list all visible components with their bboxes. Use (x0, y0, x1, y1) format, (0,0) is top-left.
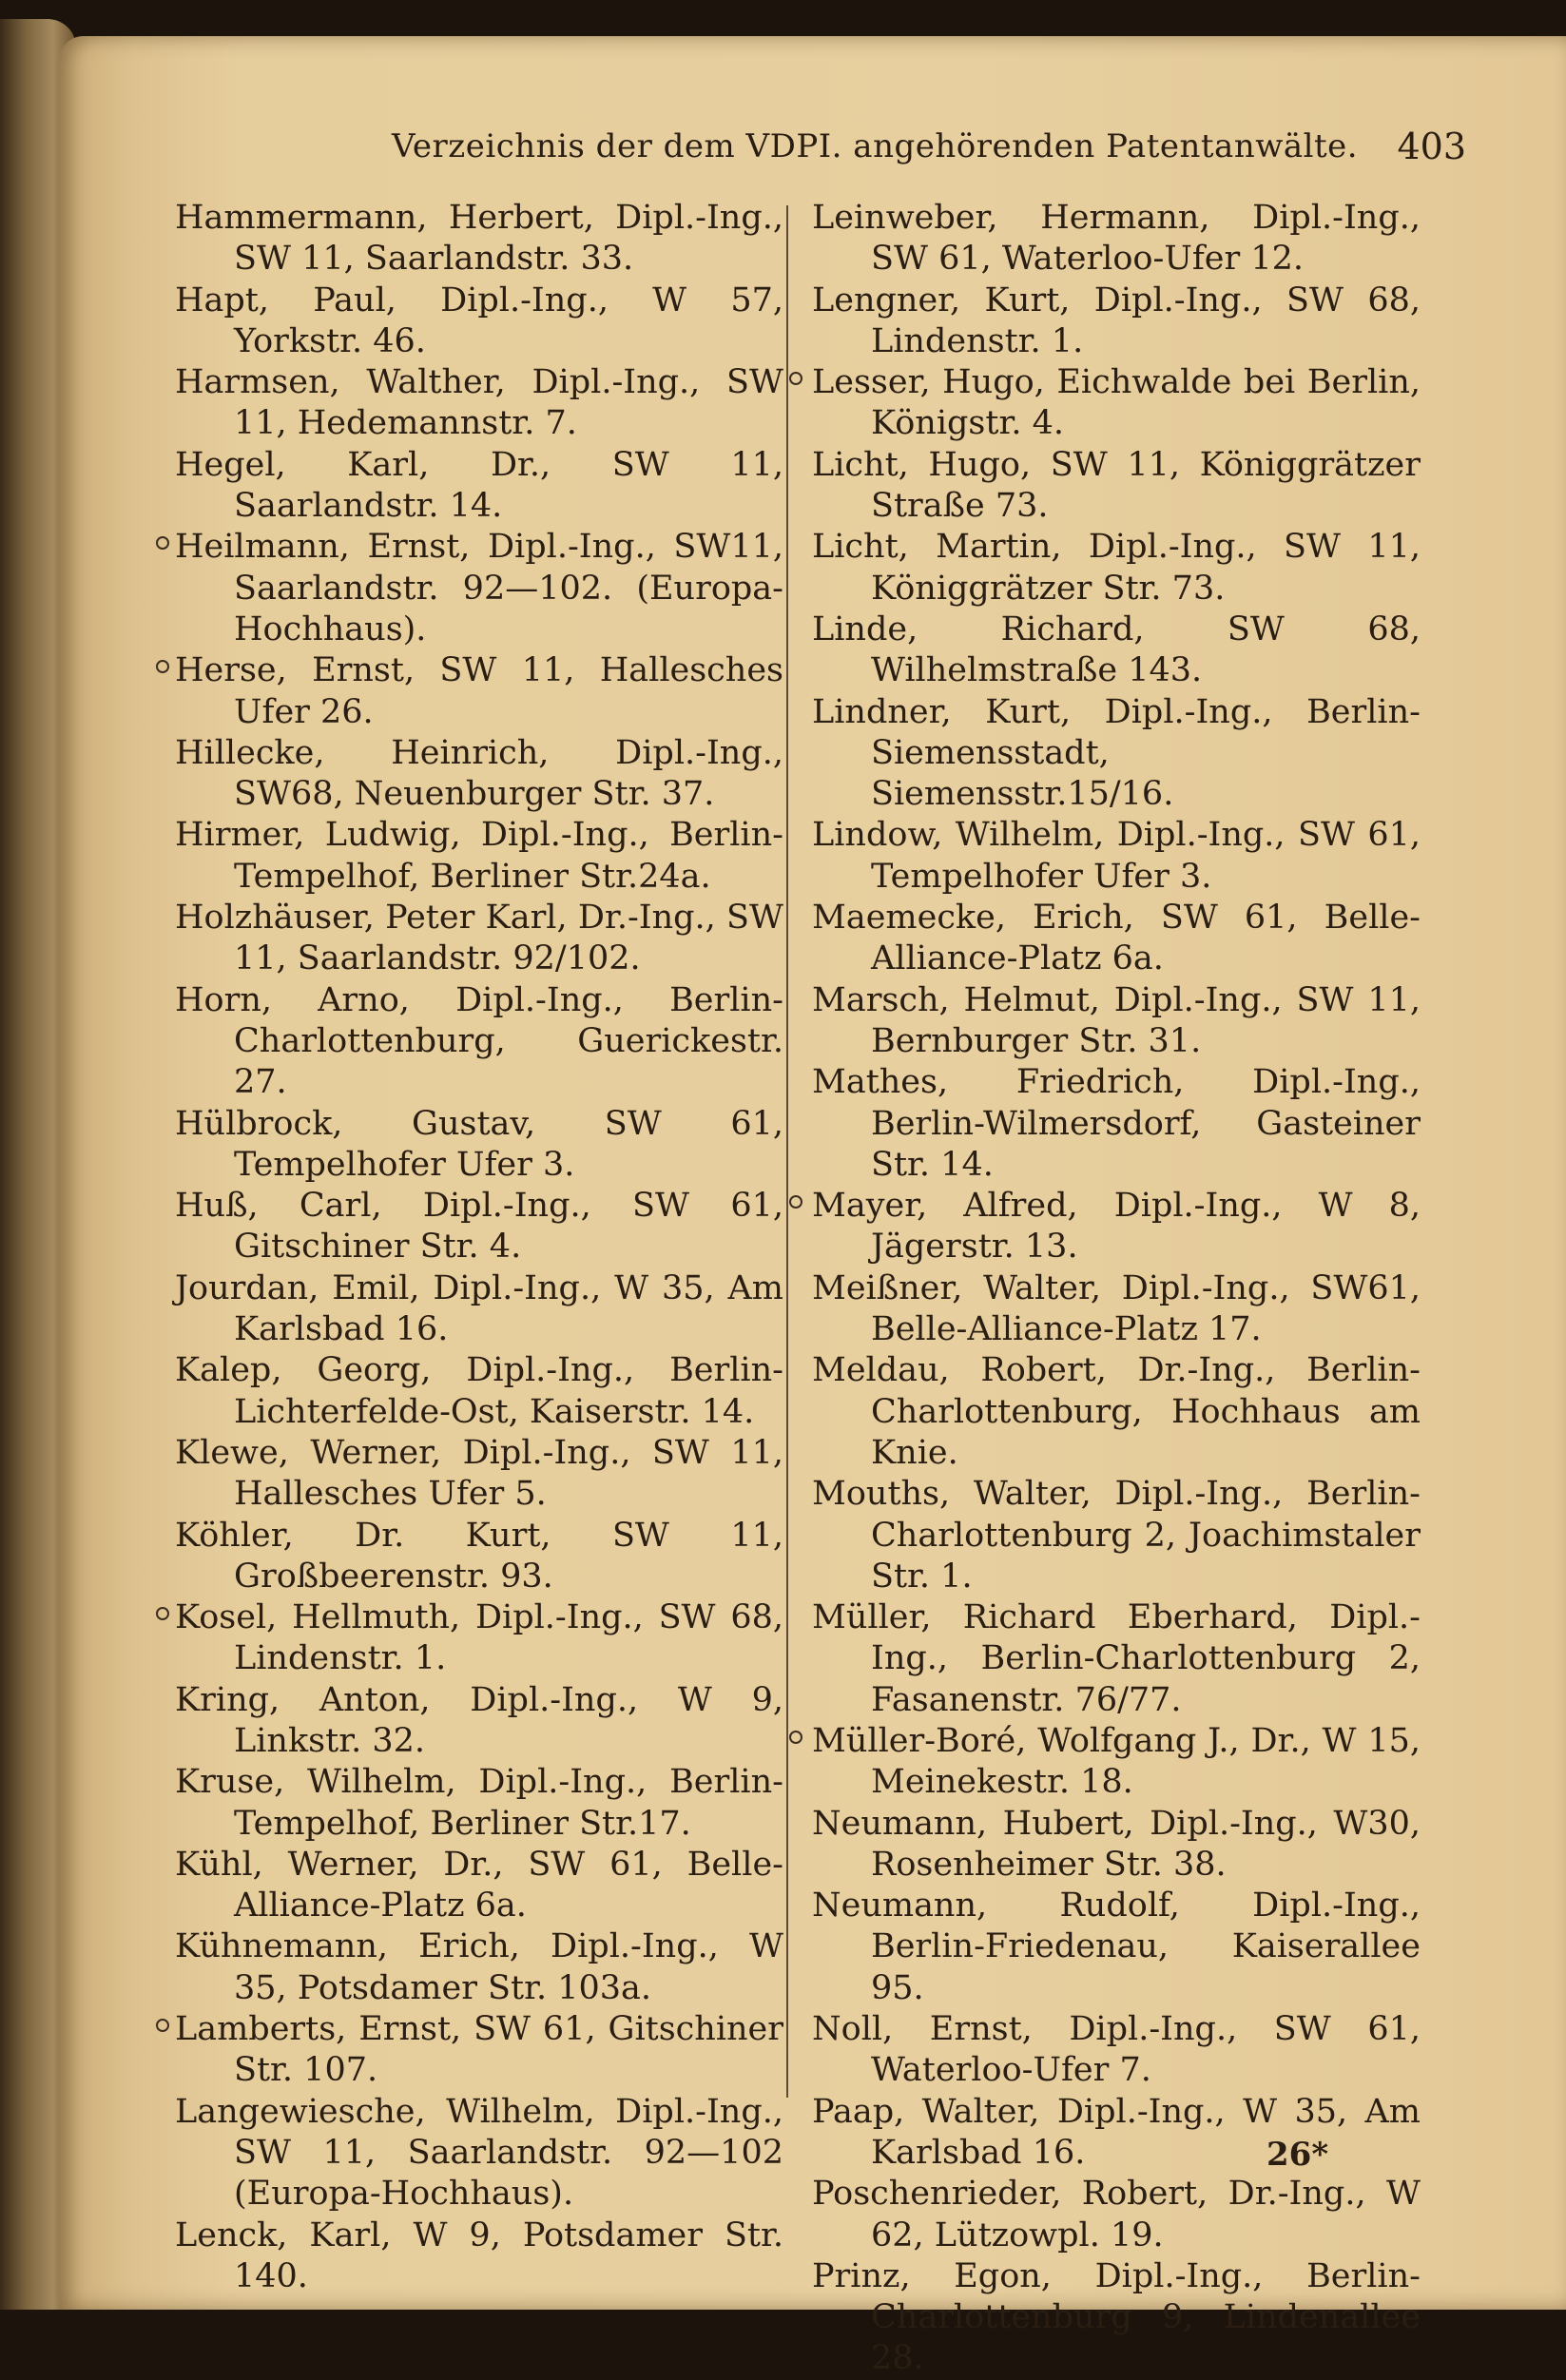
entry-text: Lengner, Kurt, Dipl.-Ing., SW 68, Lindenstr. 1. (812, 281, 1421, 360)
directory-entry (812, 2092, 1421, 2175)
entry-text: Lindow, Wilhelm, Dipl.-Ing., SW 61, Tempelhofer Ufer 3. (812, 816, 1421, 896)
directory-entry (175, 1597, 783, 1680)
directory-entry (175, 1680, 783, 1763)
entry-text: Marsch, Helmut, Dipl.-Ing., SW 11, Bernburger Str. 31. (812, 980, 1421, 1060)
entry-text: Lindner, Kurt, Dipl.-Ing., Berlin-Siemensstadt, Siemensstr.15/16. (812, 692, 1421, 814)
entry-text: Kring, Anton, Dipl.-Ing., W 9, Linkstr. 32. (175, 1680, 783, 1760)
directory-entry (812, 281, 1421, 363)
circle-marker-icon (156, 1607, 169, 1620)
entry-text: Maemecke, Erich, SW 61, Belle-Alliance-Platz 6a. (812, 899, 1421, 978)
directory-entry (175, 1350, 783, 1433)
directory-entry (812, 1186, 1421, 1268)
directory-entry (175, 1433, 783, 1516)
entry-text: Mouths, Walter, Dipl.-Ing., Berlin-Charlottenburg 2, Joachimstaler Str. 1. (812, 1475, 1421, 1596)
directory-entry (175, 2092, 783, 2216)
entry-text: Neumann, Hubert, Dipl.-Ing., W30, Rosenheimer Str. 38. (812, 1804, 1421, 1884)
column-divider (786, 205, 788, 2098)
circle-marker-icon (156, 536, 169, 550)
entry-text: Klewe, Werner, Dipl.-Ing., SW 11, Hallesches Ufer 5. (175, 1433, 783, 1514)
entry-text: Lamberts, Ernst, SW 61, Gitschiner Str. 107. (175, 2010, 783, 2090)
directory-entry (175, 198, 783, 281)
directory-entry (812, 692, 1421, 816)
entry-text: Poschenrieder, Robert, Dr.-Ing., W 62, Lützowpl. 19. (812, 2175, 1421, 2254)
directory-entry (175, 650, 783, 733)
directory-entry (175, 527, 783, 650)
entry-text: Harmsen, Walther, Dipl.-Ing., SW 11, Hedemannstr. 7. (175, 363, 783, 443)
entry-text: Kalep, Georg, Dipl.-Ing., Berlin-Lichterfelde-Ost, Kaiserstr. 14. (175, 1351, 783, 1431)
circle-marker-icon (789, 1731, 802, 1744)
entry-text: Holzhäuser, Peter Karl, Dr.-Ing., SW 11, Saarlandstr. 92/102. (175, 899, 783, 978)
directory-entry (812, 362, 1421, 445)
directory-entry (812, 815, 1421, 898)
entry-text: Licht, Hugo, SW 11, Königgrätzer Straße 73. (812, 445, 1421, 526)
entry-text: Noll, Ernst, Dipl.-Ing., SW 61, Waterloo-Ufer 7. (812, 2010, 1421, 2090)
entry-text: Huß, Carl, Dipl.-Ing., SW 61, Gitschiner Str. 4. (175, 1187, 783, 1267)
entry-text: Hülbrock, Gustav, SW 61, Tempelhofer Ufer 3. (175, 1104, 783, 1184)
entry-text: Mayer, Alfred, Dipl.-Ing., W 8, Jägerstr. 13. (812, 1187, 1421, 1267)
entry-text: Prinz, Egon, Dipl.-Ing., Berlin-Charlottenburg 9, Lindenallee 28. (812, 2256, 1421, 2378)
left-column (175, 198, 783, 2297)
entry-text: Herse, Ernst, SW 11, Hallesches Ufer 26. (175, 651, 783, 731)
directory-entry (812, 2256, 1421, 2380)
directory-entry (175, 1268, 783, 1351)
entry-text: Hapt, Paul, Dipl.-Ing., W 57, Yorkstr. 46. (175, 281, 783, 360)
directory-entry (175, 980, 783, 1104)
directory-entry (812, 445, 1421, 528)
entry-text: Köhler, Dr. Kurt, SW 11, Großbeerenstr. 93. (175, 1516, 783, 1596)
directory-entry (175, 1845, 783, 1927)
directory-entry (175, 1516, 783, 1598)
directory-entry (812, 1804, 1421, 1887)
directory-entry (175, 1186, 783, 1268)
entry-text: Neumann, Rudolf, Dipl.-Ing., Berlin-Friedenau, Kaiserallee 95. (812, 1887, 1421, 2007)
signature-mark: 26* (1266, 2136, 1329, 2174)
entry-text: Leinweber, Hermann, Dipl.-Ing., SW 61, Waterloo-Ufer 12. (812, 199, 1421, 279)
directory-entry (175, 1762, 783, 1845)
entry-text: Müller-Boré, Wolfgang J., Dr., W 15, Meinekestr. 18. (812, 1721, 1421, 1802)
directory-entry (175, 1926, 783, 2009)
entry-text: Lenck, Karl, W 9, Potsdamer Str. 140. (175, 2216, 783, 2295)
directory-entry (812, 2009, 1421, 2092)
directory-entry (812, 1721, 1421, 1804)
entry-text: Meldau, Robert, Dr.-Ing., Berlin-Charlottenburg, Hochhaus am Knie. (812, 1351, 1421, 1472)
entry-text: Müller, Richard Eberhard, Dipl.-Ing., Berlin-Charlottenburg 2, Fasanenstr. 76/77. (812, 1598, 1421, 1719)
directory-entry (812, 198, 1421, 281)
circle-marker-icon (789, 1195, 802, 1209)
running-title: Verzeichnis der dem VDPI. angehörenden Patentanwälte. (392, 127, 1359, 165)
directory-entry (812, 1268, 1421, 1351)
entry-text: Kruse, Wilhelm, Dipl.-Ing., Berlin-Tempelhof, Berliner Str.17. (175, 1763, 783, 1843)
directory-entry (812, 980, 1421, 1063)
directory-entry (175, 815, 783, 898)
page-number: 403 (1397, 126, 1466, 167)
book-page (59, 36, 1566, 2378)
entry-text: Lesser, Hugo, Eichwalde bei Berlin, Königstr. 4. (812, 363, 1421, 443)
entry-text: Horn, Arno, Dipl.-Ing., Berlin-Charlottenburg, Guerickestr. 27. (175, 980, 783, 1102)
entry-text: Meißner, Walter, Dipl.-Ing., SW61, Belle-Alliance-Platz 17. (812, 1268, 1421, 1349)
directory-entry (812, 1886, 1421, 2009)
entry-text: Linde, Richard, SW 68, Wilhelmstraße 143. (812, 610, 1421, 690)
directory-entry (175, 281, 783, 363)
entry-text: Kühl, Werner, Dr., SW 61, Belle-Alliance-Platz 6a. (175, 1845, 783, 1925)
entry-text: Jourdan, Emil, Dipl.-Ing., W 35, Am Karlsbad 16. (175, 1268, 783, 1349)
entry-text: Hegel, Karl, Dr., SW 11, Saarlandstr. 14. (175, 445, 783, 526)
entry-text: Paap, Walter, Dipl.-Ing., W 35, Am Karlsbad 16. (812, 2092, 1421, 2172)
entry-text: Kosel, Hellmuth, Dipl.-Ing., SW 68, Lindenstr. 1. (175, 1598, 783, 1678)
entry-text: Licht, Martin, Dipl.-Ing., SW 11, Königgrätzer Str. 73. (812, 528, 1421, 608)
entry-text: Hirmer, Ludwig, Dipl.-Ing., Berlin-Tempelhof, Berliner Str.24a. (175, 816, 783, 896)
entry-text: Kühnemann, Erich, Dipl.-Ing., W 35, Potsdamer Str. 103a. (175, 1927, 783, 2007)
directory-entry (175, 362, 783, 445)
directory-entry (812, 1597, 1421, 1721)
directory-entry (812, 1474, 1421, 1597)
directory-entry (175, 1104, 783, 1187)
directory-entry (175, 2009, 783, 2092)
circle-marker-icon (789, 372, 802, 385)
circle-marker-icon (156, 660, 169, 673)
directory-entry (812, 527, 1421, 610)
entry-text: Mathes, Friedrich, Dipl.-Ing., Berlin-Wilmersdorf, Gasteiner Str. 14. (812, 1063, 1421, 1184)
running-header (316, 120, 1466, 173)
entry-text: Heilmann, Ernst, Dipl.-Ing., SW11, Saarlandstr. 92—102. (Europa-Hochhaus). (175, 528, 783, 648)
directory-entry (175, 2216, 783, 2298)
directory-entry (812, 1350, 1421, 1474)
directory-entry (812, 1062, 1421, 1186)
entry-text: Hillecke, Heinrich, Dipl.-Ing., SW68, Neuenburger Str. 37. (175, 733, 783, 814)
directory-entry (175, 898, 783, 980)
right-column (812, 198, 1421, 2380)
directory-entry (175, 733, 783, 816)
directory-entry (175, 445, 783, 528)
circle-marker-icon (156, 2019, 169, 2032)
directory-entry (812, 610, 1421, 692)
directory-entry (812, 2174, 1421, 2256)
directory-entry (812, 898, 1421, 980)
entry-text: Langewiesche, Wilhelm, Dipl.-Ing., SW 11, Saarlandstr. 92—102 (Europa-Hochhaus). (175, 2092, 783, 2214)
entry-text: Hammermann, Herbert, Dipl.-Ing., SW 11, Saarlandstr. 33. (175, 199, 783, 279)
